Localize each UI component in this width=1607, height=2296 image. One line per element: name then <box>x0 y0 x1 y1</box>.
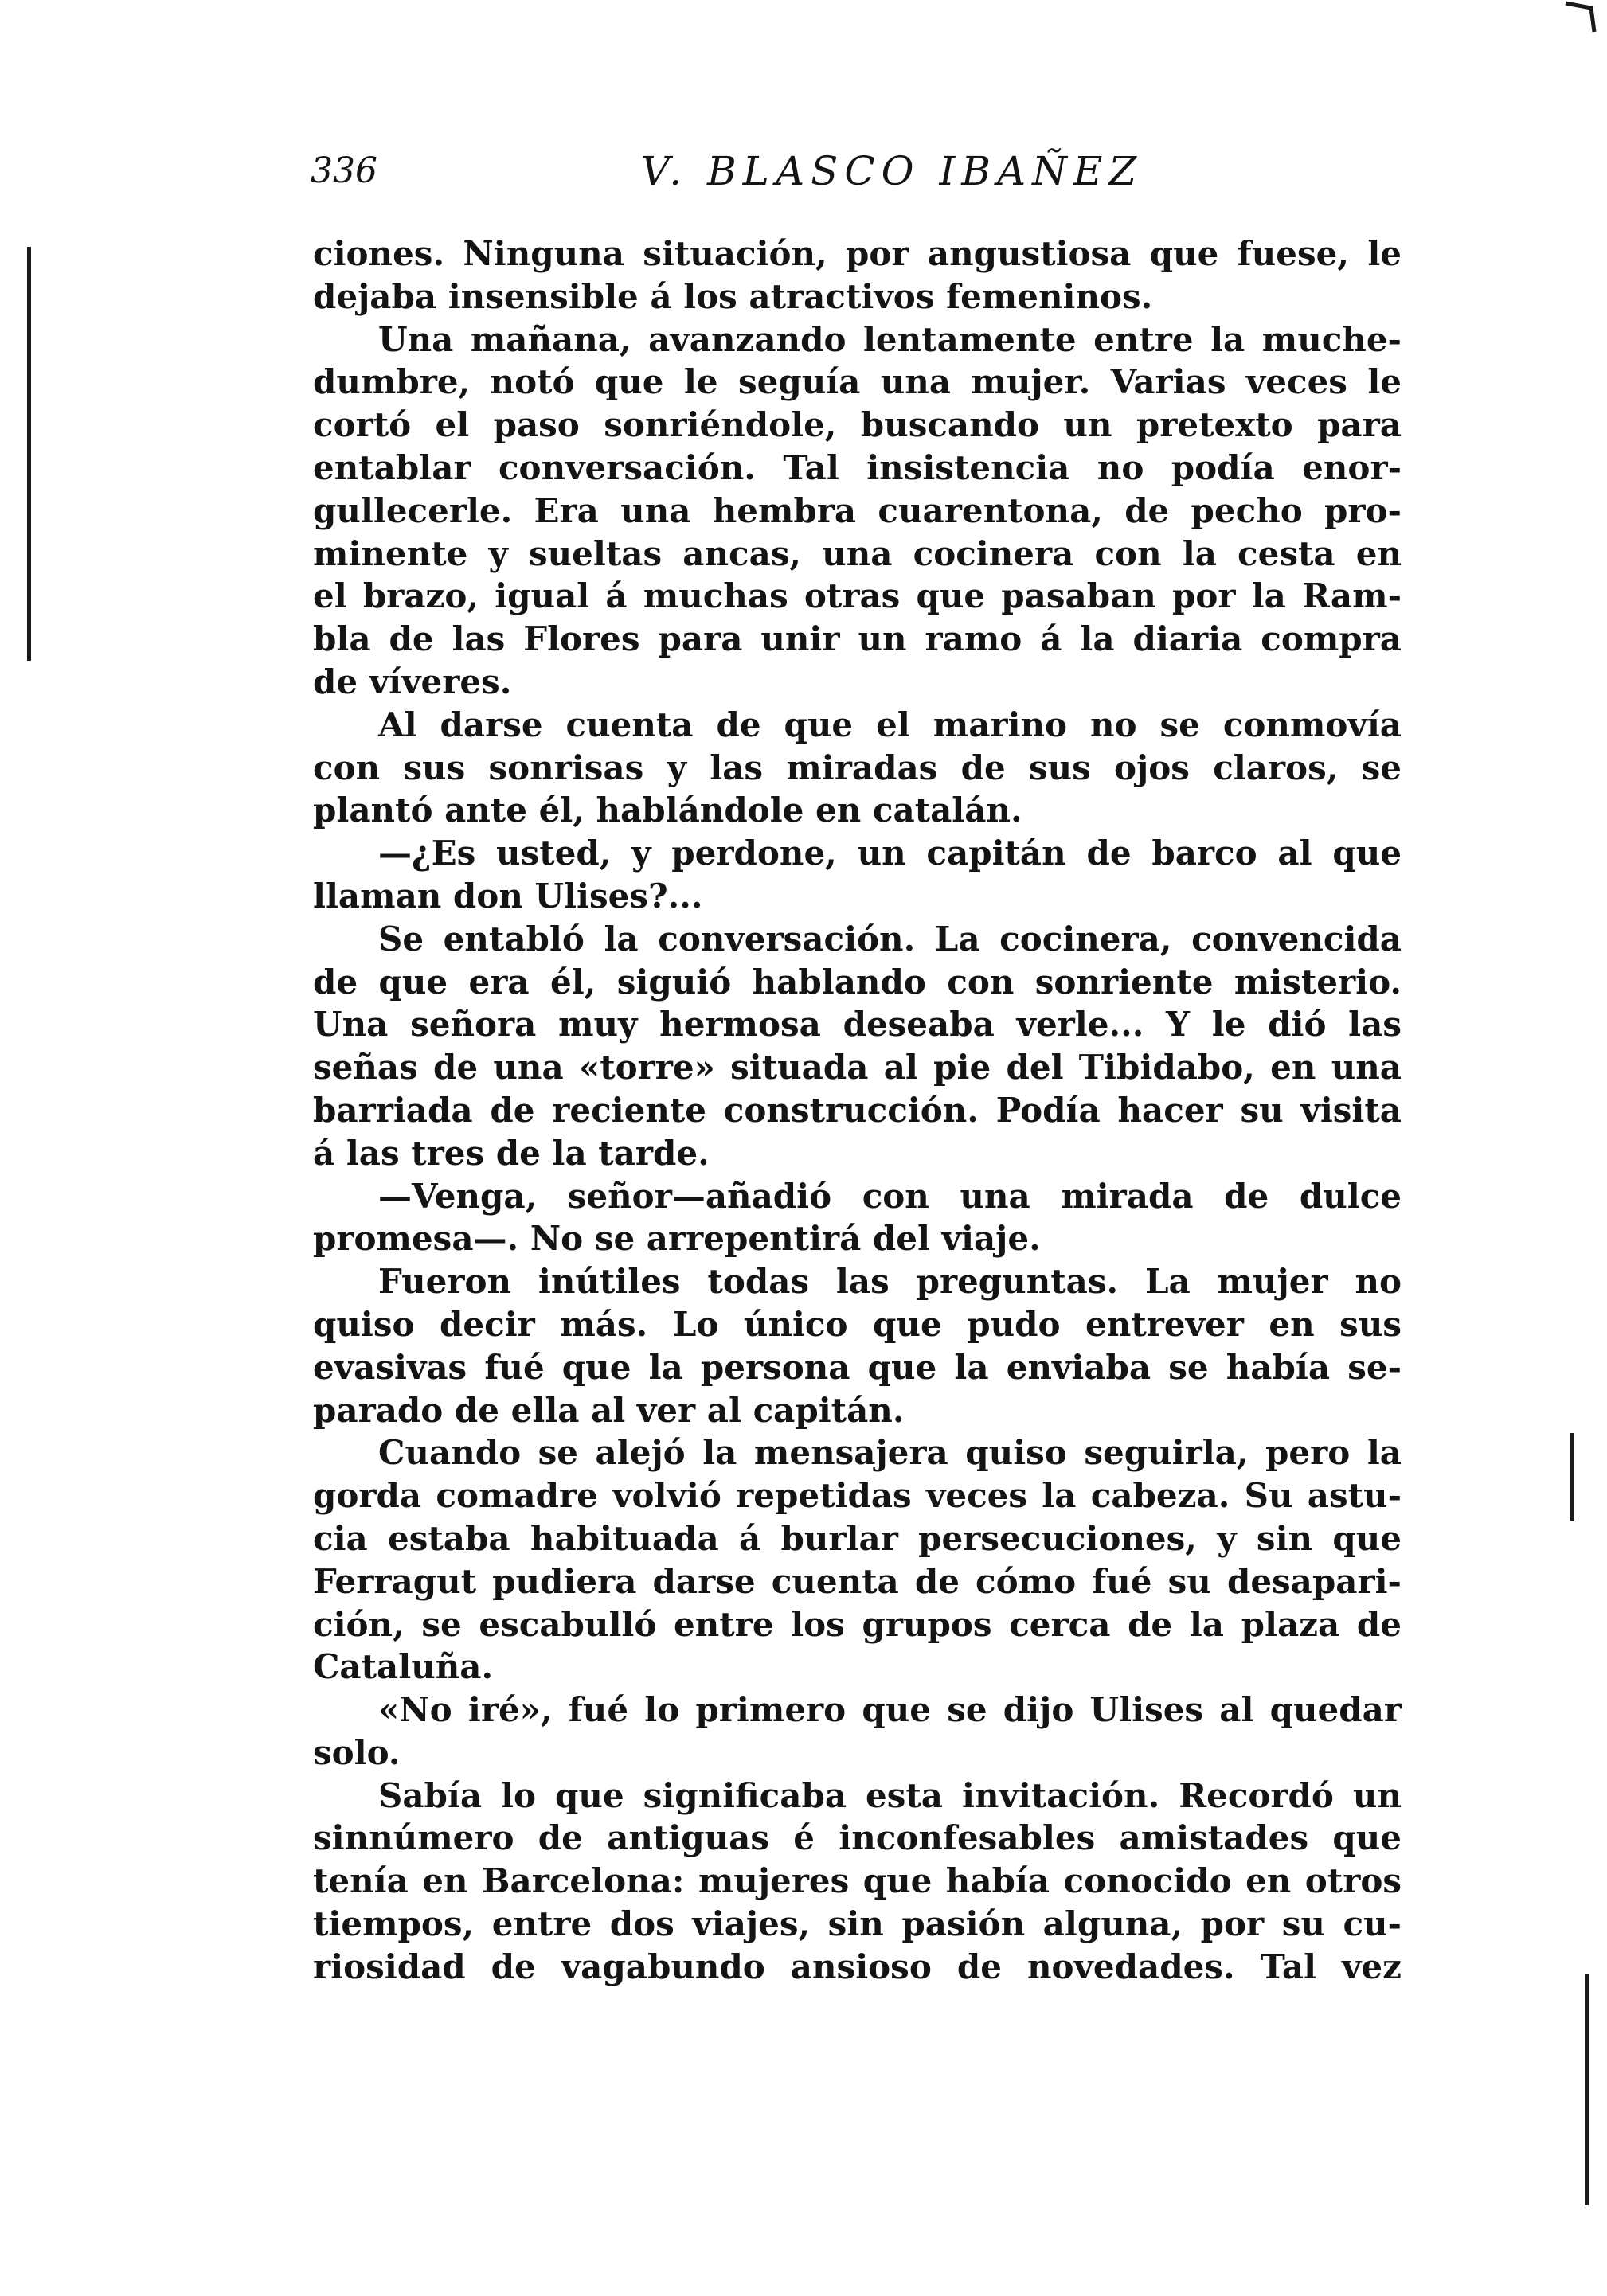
text-line: Se entabló la conversación. La cocinera, convencida <box>378 919 1402 959</box>
text-line: plantó ante él, hablándole en catalán. <box>313 791 1022 830</box>
text-line: cia estaba habituada á burlar persecuciones, y sin que <box>313 1518 1402 1558</box>
text-line: gorda comadre volvió repetidas veces la cabeza. Su astu- <box>313 1476 1402 1516</box>
text-line: bla de las Flores para unir un ramo á la diaria compra <box>313 619 1402 659</box>
text-line: ciones. Ninguna situación, por angustiosa que fuese, le <box>313 234 1402 273</box>
text-line: Sabía lo que significaba esta invitación. Recordó un <box>378 1775 1402 1815</box>
text-line: á las tres de la tarde. <box>313 1133 710 1173</box>
text-line: el brazo, igual á muchas otras que pasaban por la Ram- <box>313 576 1402 616</box>
text-line: tiempos, entre dos viajes, sin pasión alguna, por su cu- <box>313 1904 1402 1944</box>
text-line: gullecerle. Era una hembra cuarentona, de pecho pro- <box>313 490 1402 530</box>
text-line: con sus sonrisas y las miradas de sus ojos claros, se <box>313 748 1402 787</box>
text-line: barriada de reciente construcción. Podía hacer su visita <box>313 1090 1402 1130</box>
text-line: tenía en Barcelona: mujeres que había conocido en otros <box>313 1861 1402 1901</box>
text-line: riosidad de vagabundo ansioso de novedades. Tal vez <box>313 1947 1402 1986</box>
text-line: —¿Es usted, y perdone, un capitán de barco al que <box>378 834 1402 873</box>
text-line: solo. <box>313 1732 401 1772</box>
text-line: Una señora muy hermosa deseaba verle... Y le dió las <box>313 1005 1402 1045</box>
text-line: —Venga, señor—añadió con una mirada de dulce <box>378 1176 1402 1216</box>
text-line: llaman don Ulises?... <box>313 876 703 916</box>
text-line: Cuando se alejó la mensajera quiso seguirla, pero la <box>378 1433 1402 1473</box>
text-line: de que era él, siguió hablando con sonriente misterio. <box>313 962 1402 1002</box>
right-margin-line-upper <box>1570 1433 1574 1521</box>
text-line: promesa—. No se arrepentirá del viaje. <box>313 1219 1041 1259</box>
right-margin-line-lower <box>1585 1974 1589 2205</box>
running-head: V. BLASCO IBAÑEZ <box>640 148 1144 194</box>
text-line: Fueron inútiles todas las preguntas. La mujer no <box>378 1262 1402 1302</box>
text-line: entablar conversación. Tal insistencia no podía enor- <box>313 447 1402 487</box>
text-line: minente y sueltas ancas, una cocinera con la cesta en <box>313 533 1402 573</box>
text-line: dumbre, notó que le seguía una mujer. Varias veces le <box>313 362 1402 402</box>
left-margin-line <box>27 247 31 661</box>
text-line: señas de una «torre» situada al pie del Tibidabo, en una <box>313 1048 1402 1087</box>
text-line: evasivas fué que la persona que la enviaba se había se- <box>313 1347 1402 1387</box>
body-text <box>313 232 1402 1989</box>
text-line: Ferragut pudiera darse cuenta de cómo fué su desapari- <box>313 1561 1402 1601</box>
page-number: 336 <box>311 150 377 191</box>
text-line: ción, se escabulló entre los grupos cerca de la plaza de <box>313 1604 1402 1644</box>
text-line: «No iré», fué lo primero que se dijo Ulises al quedar <box>378 1690 1402 1730</box>
text-line: de víveres. <box>313 662 512 701</box>
text-line: Al darse cuenta de que el marino no se conmovía <box>378 705 1402 744</box>
text-line: parado de ella al ver al capitán. <box>313 1390 905 1430</box>
text-line: Cataluña. <box>313 1647 494 1687</box>
text-line: sinnúmero de antiguas é inconfesables amistades que <box>313 1818 1402 1858</box>
text-line: cortó el paso sonriéndole, buscando un pretexto para <box>313 405 1402 445</box>
page-header <box>311 147 1410 211</box>
text-line: quiso decir más. Lo único que pudo entrever en sus <box>313 1304 1402 1344</box>
text-line: dejaba insensible á los atractivos femeninos. <box>313 276 1153 316</box>
text-line: Una mañana, avanzando lentamente entre la muche- <box>378 319 1402 359</box>
